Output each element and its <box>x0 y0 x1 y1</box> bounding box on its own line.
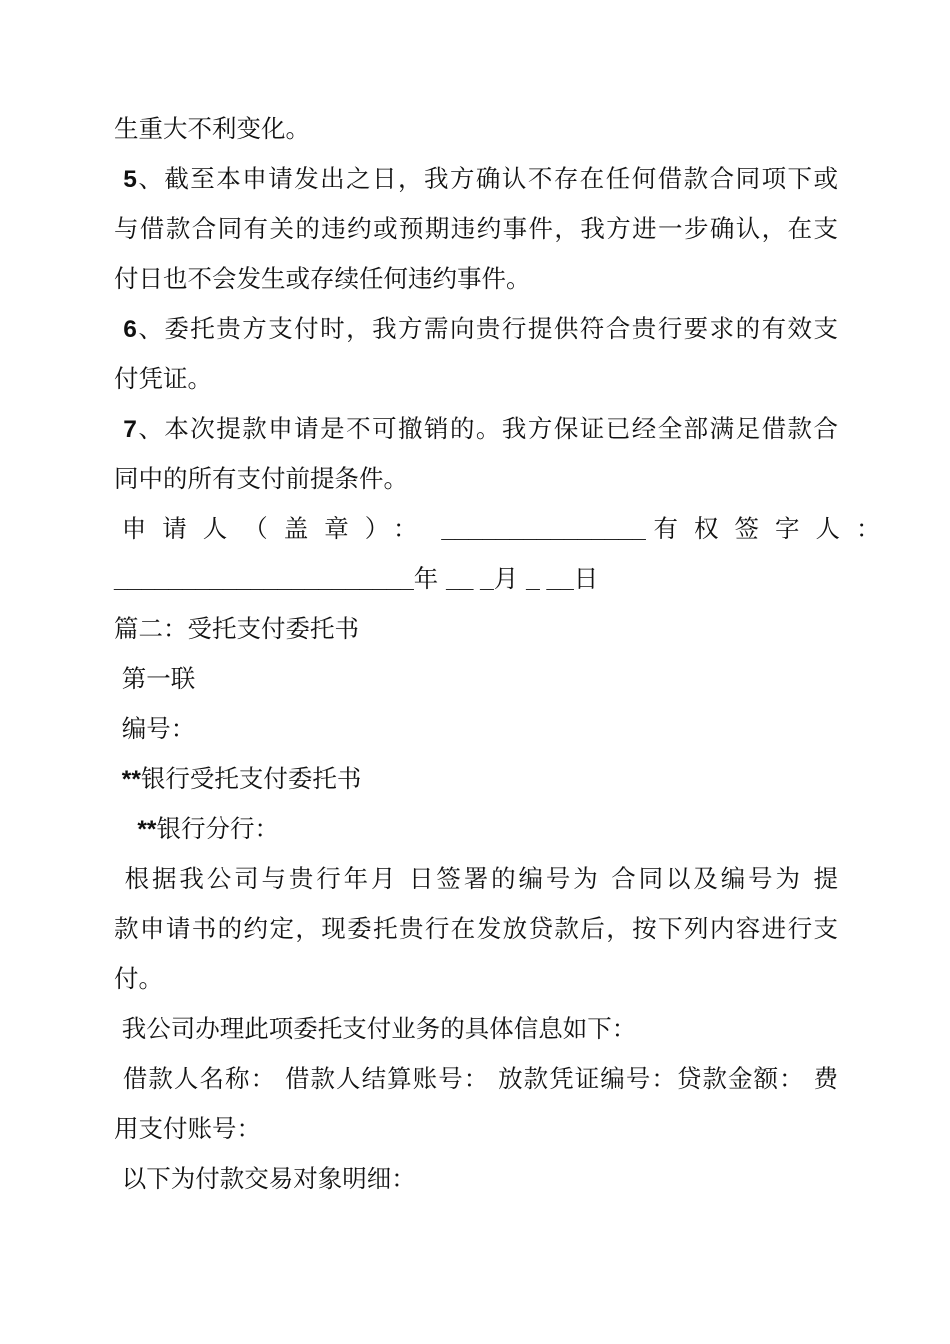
copy-label: 第一联 <box>121 664 196 693</box>
paragraph-line: 生重大不利变化。 <box>114 114 310 143</box>
day-blank: _ __ <box>526 566 574 593</box>
paragraph-line: 款申请书的约定，现委托贵行在发放贷款后，按下列内容进行支 <box>114 914 838 943</box>
paragraph-line: 用支付账号： <box>114 1114 261 1143</box>
year-label: 年 <box>413 564 439 593</box>
clause-number: 6 <box>123 316 137 343</box>
month-label: 月 <box>493 564 519 593</box>
document-page <box>114 104 897 1204</box>
paragraph-line: 以下为付款交易对象明细： <box>121 1164 416 1193</box>
signer-label: 有权签字人： <box>653 514 897 543</box>
paragraph-line: 根据我公司与贵行年月 日签署的编号为 合同以及编号为 提 <box>124 864 838 893</box>
paragraph-line: 付凭证。 <box>114 364 212 393</box>
applicant-signature-line <box>114 504 897 554</box>
branch-line: **银行分行： <box>137 814 279 843</box>
paragraph-line: 与借款合同有关的违约或预期违约事件，我方进一步确认，在支 <box>114 214 838 243</box>
number-label: 编号： <box>121 714 196 743</box>
day-label: 日 <box>573 564 599 593</box>
clause-5-line: 5、截至本申请发出之日，我方确认不存在任何借款合同项下或 <box>123 164 838 193</box>
clause-7-line: 7、本次提款申请是不可撤销的。我方保证已经全部满足借款合 <box>123 414 838 443</box>
paragraph-line: 付。 <box>114 964 163 993</box>
document-title: **银行受托支付委托书 <box>121 764 362 793</box>
paragraph-line: 我公司办理此项委托支付业务的具体信息如下： <box>121 1014 637 1043</box>
section-title: 篇二：受托支付委托书 <box>114 614 359 643</box>
paragraph-line: 借款人名称： 借款人结算账号： 放款凭证编号：贷款金额： 费 <box>122 1064 838 1093</box>
paragraph-line: 付日也不会发生或存续任何违约事件。 <box>114 264 531 293</box>
signer-blank: ______________________ <box>114 566 414 593</box>
applicant-blank: _______________ <box>441 516 646 543</box>
clause-number: 5 <box>123 166 137 193</box>
clause-6-line: 6、委托贵方支付时，我方需向贵行提供符合贵行要求的有效支 <box>123 314 838 343</box>
date-line <box>114 554 838 604</box>
paragraph-line: 同中的所有支付前提条件。 <box>114 464 408 493</box>
month-blank: __ _ <box>446 566 494 593</box>
applicant-label: 申请人（盖章）： <box>121 514 434 543</box>
clause-number: 7 <box>123 416 137 443</box>
